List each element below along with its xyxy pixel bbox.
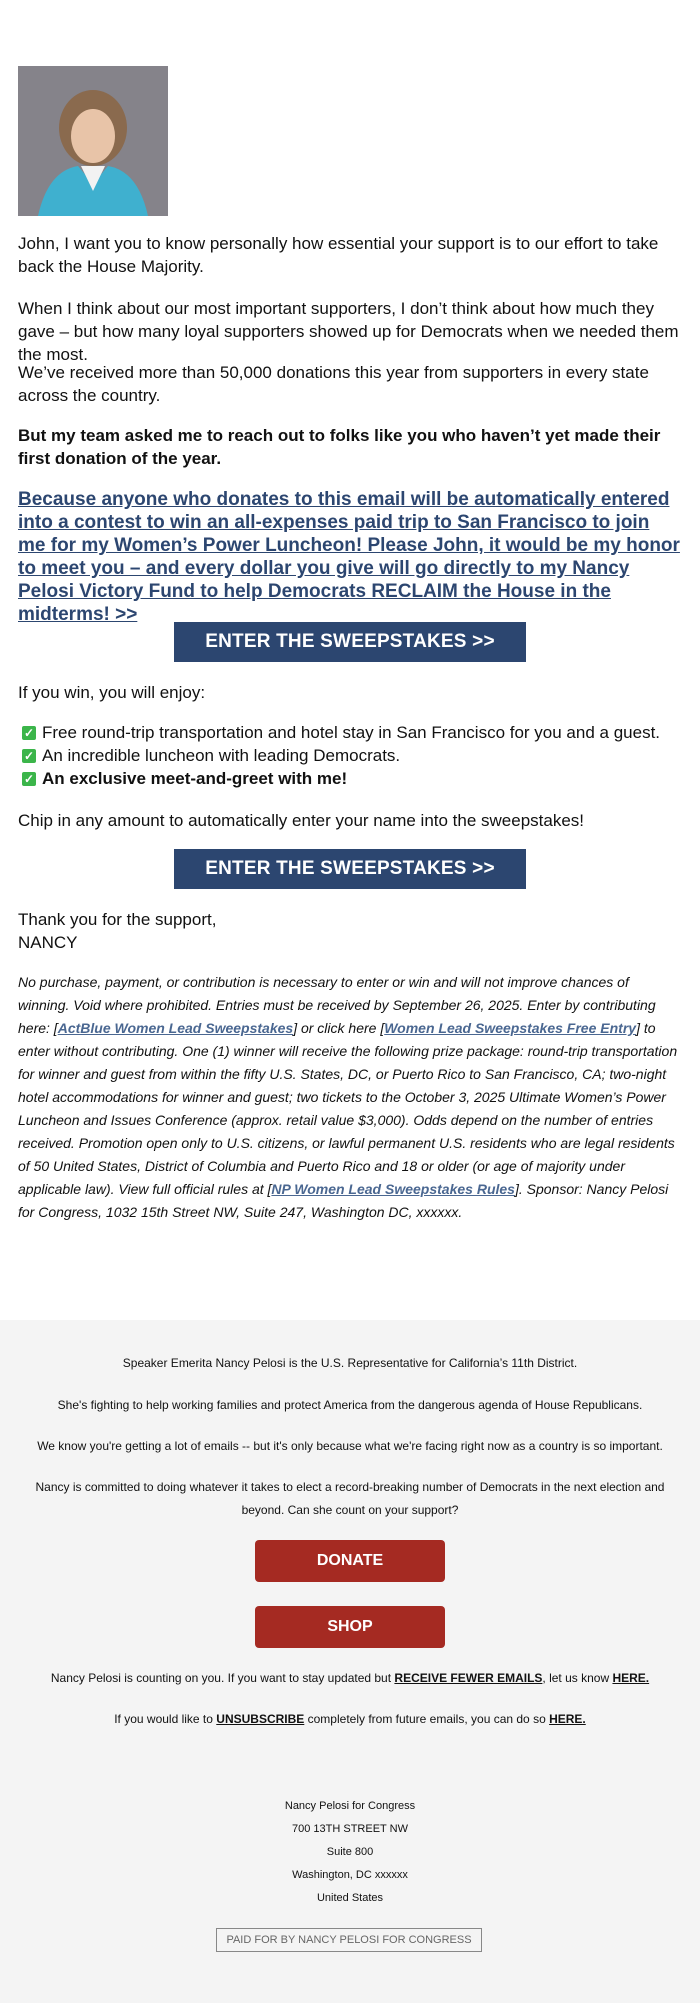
official-rules-link[interactable]: NP Women Lead Sweepstakes Rules <box>271 1181 515 1197</box>
benefit-text: An exclusive meet-and-greet with me! <box>42 769 348 788</box>
address-line: United States <box>316 1892 384 1904</box>
unsubscribe-link[interactable]: UNSUBSCRIBE <box>216 1712 305 1726</box>
fewer-emails-text: Nancy Pelosi is counting on you. If you want to stay updated but <box>50 1671 395 1685</box>
portrait-illustration <box>18 66 168 216</box>
signature: NANCY <box>18 933 78 952</box>
benefit-item <box>22 721 660 744</box>
fewer-emails-line <box>30 1667 670 1690</box>
address-line: Suite 800 <box>326 1846 374 1858</box>
nancy-pelosi-photo <box>18 66 168 216</box>
shop-button[interactable]: SHOP <box>255 1606 445 1648</box>
paragraph-donations: We’ve received more than 50,000 donations this year from supporters in every state across the country. <box>18 363 649 405</box>
address-line: Nancy Pelosi for Congress <box>284 1800 416 1812</box>
unsubscribe-text: If you would like to <box>114 1712 217 1726</box>
benefit-text: An incredible luncheon with leading Democrats. <box>42 746 401 765</box>
paid-for-disclaimer: PAID FOR BY NANCY PELOSI FOR CONGRESS <box>216 1928 482 1952</box>
benefit-text: Free round-trip transportation and hotel stay in San Francisco for you and a guest. <box>42 723 661 742</box>
chip-in-text: Chip in any amount to automatically enter your name into the sweepstakes! <box>18 811 585 830</box>
fewer-emails-here-link[interactable]: HERE. <box>612 1671 650 1685</box>
footer-line-district: Speaker Emerita Nancy Pelosi is the U.S. Representative for California’s 11th District. <box>122 1356 578 1370</box>
fewer-emails-text: , let us know <box>542 1671 613 1685</box>
check-mark-icon: ✓ <box>23 725 35 740</box>
legal-text: ] or click here [ <box>293 1020 385 1036</box>
unsubscribe-text: completely from future emails, you can do so <box>304 1712 550 1726</box>
benefit-item <box>22 744 400 767</box>
enter-sweepstakes-button-2[interactable]: ENTER THE SWEEPSTAKES >> <box>174 849 526 889</box>
benefit-item <box>22 767 347 790</box>
main-donate-link[interactable]: Because anyone who donates to this email will be automatically entered into a contest to win an all-expenses paid trip to San Francisco to join me for my Women’s Power Luncheon! Please John, it would be my honor to meet you – and every dollar you give will go directly to my Nancy Pelosi Victory Fund to help Democrats RECLAIM the House in the midterms! >> <box>18 489 680 625</box>
greeting-paragraph: John, I want you to know personally how essential your support is to our effort to take back the House Majority. <box>18 234 659 276</box>
donate-button[interactable]: DONATE <box>255 1540 445 1582</box>
unsubscribe-line <box>30 1708 670 1731</box>
free-entry-link[interactable]: Women Lead Sweepstakes Free Entry <box>384 1020 637 1036</box>
if-you-win-text: If you win, you will enjoy: <box>18 683 206 702</box>
actblue-sweepstakes-link[interactable]: ActBlue Women Lead Sweepstakes <box>57 1020 294 1036</box>
receive-fewer-emails-link[interactable]: RECEIVE FEWER EMAILS <box>394 1671 543 1685</box>
footer-line-emails: We know you're getting a lot of emails -- but it's only because what we're facing right now as a country is so important. <box>37 1439 663 1453</box>
address-line: 700 13TH STREET NW <box>292 1823 408 1835</box>
check-mark-icon: ✓ <box>23 748 35 763</box>
thank-you-text: Thank you for the support, <box>18 910 217 929</box>
check-mark-icon: ✓ <box>23 771 35 786</box>
footer-line-fighting: She's fighting to help working families and protect America from the dangerous agenda of House Republicans. <box>57 1398 643 1412</box>
unsubscribe-here-link[interactable]: HERE. <box>549 1712 586 1726</box>
paragraph-bold-ask: But my team asked me to reach out to folks like you who haven’t yet made their first donation of the year. <box>18 426 661 468</box>
legal-text: ]. Sponsor: Nancy Pelosi for Congress, 1032 15th Street NW, Suite 247, Washington DC, xxxxxx. <box>18 1181 669 1220</box>
legal-disclaimer <box>18 971 682 1224</box>
address-line: Washington, DC xxxxxx <box>292 1869 408 1881</box>
enter-sweepstakes-button-1[interactable]: ENTER THE SWEEPSTAKES >> <box>174 622 526 662</box>
paragraph-supporters: When I think about our most important supporters, I don’t think about how much they gave – but how many loyal supporters showed up for Democrats when we needed them the most. <box>18 299 679 364</box>
legal-text: ] to enter without contributing. One (1) winner will receive the following prize package: round-trip transportation for winner and guest from within the fifty U.S. States, DC, or Puerto Rico to San Francisco, CA; two-night hotel accommodations for winner and guest; two tickets to the October 3, 2025 Ultimate Women’s Power Luncheon and Issues Conference (approx. retail value $3,000). Odds depend on the number of entries received. Promotion open only to U.S. citizens, or lawful permanent U.S. residents who are legal residents of 50 United States, District of Columbia and Puerto Rico and 18 or older (or age of majority under applicable law). View full official rules at [ <box>18 1020 678 1197</box>
footer-line-committed: Nancy is committed to doing whatever it takes to elect a record-breaking number of Democrats in the next election and beyond. Can she count on your support? <box>35 1480 665 1517</box>
legal-text: No purchase, payment, or contribution is necessary to enter or win and will not improve chances of winning. Void where prohibited. Entries must be received by September 26, 2025. Enter by contributing here: [ <box>18 974 656 1036</box>
